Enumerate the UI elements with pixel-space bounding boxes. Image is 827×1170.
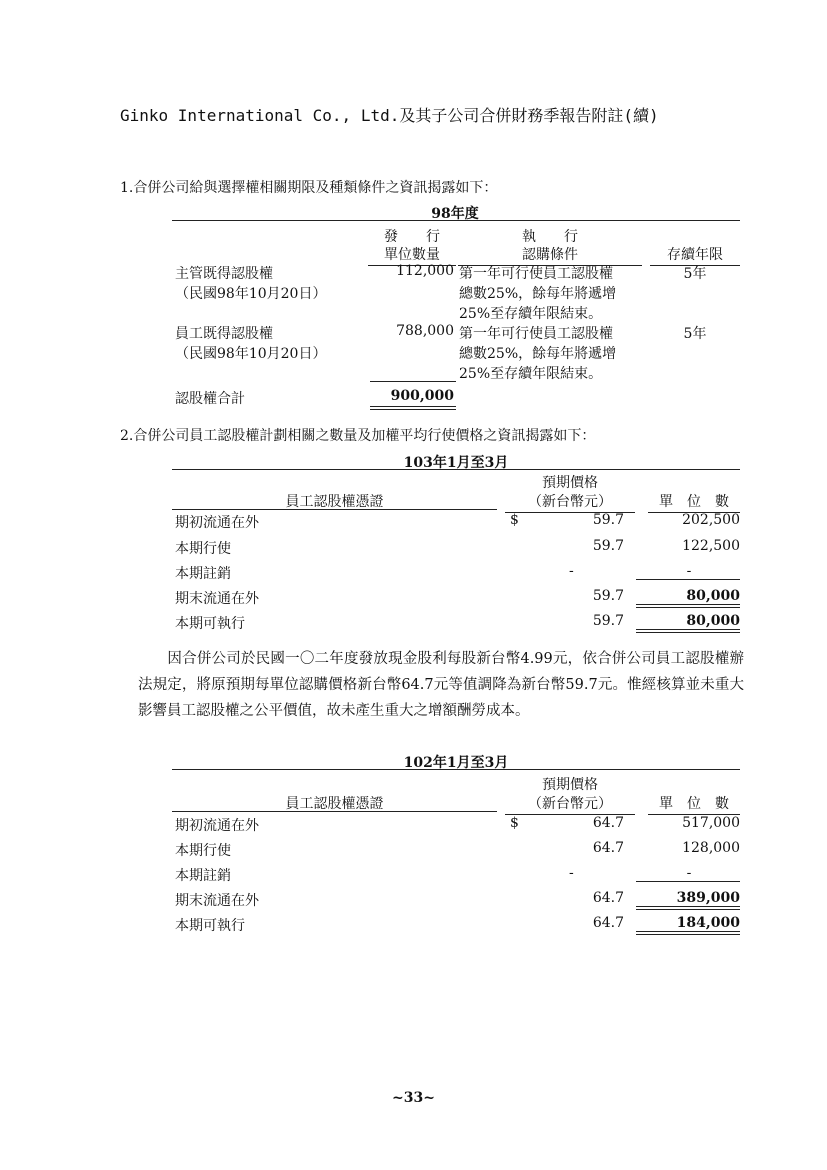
adjustment-note: 因合併公司於民國一〇二年度發放現金股利每股新台幣4.99元，依合併公司員工認股權辦法規定，將原預期每單位認購價格新台幣64.7元等值調降為新台幣59.7元。惟經核算並未重大影響員工認股權之公平價值，故未產生重大之增額酬勞成本。 — [138, 651, 744, 719]
t103-subtotal-rule — [636, 579, 740, 580]
t103-row4-price: 59.7 — [592, 588, 624, 604]
t102-row5-label: 本期可執行 — [175, 918, 245, 934]
s1-row1-cond3: 25%至存續年限結束。 — [459, 306, 603, 322]
t102-col-units: 單 位 數 — [648, 793, 740, 815]
t102-row4-label: 期末流通在外 — [175, 893, 259, 909]
t102-row4-units: 389,000 — [676, 890, 740, 906]
t102-period: 102年1月至3月 — [403, 755, 509, 771]
s1-row1-term: 5年 — [683, 266, 707, 282]
s1-row2-name: 員工既得認股權 — [175, 326, 273, 342]
t102-row5-price: 64.7 — [592, 915, 624, 931]
t103-row2-units: 122,500 — [682, 538, 740, 554]
t103-row5-label: 本期可執行 — [175, 616, 245, 632]
t103-cert-rule — [172, 509, 497, 510]
t103-row4-units: 80,000 — [686, 588, 740, 604]
page-header-title: Ginko International Co., Ltd.及其子公司合併財務季報告附註(續) — [120, 106, 659, 125]
t103-row3-units: - — [686, 563, 692, 579]
t102-dollar-sign: $ — [510, 815, 519, 831]
s1-total-value: 900,000 — [390, 388, 454, 404]
s1-total-rule — [370, 381, 456, 382]
t102-row3-label: 本期註銷 — [175, 868, 231, 884]
s1-row2-qty: 788,000 — [396, 323, 454, 339]
t103-row5-double-rule — [636, 629, 740, 633]
t103-top-rule — [172, 469, 740, 470]
section1-top-rule — [172, 220, 740, 221]
t103-col-price-bottom: （新台幣元） — [505, 491, 635, 513]
s1-row2-cond1: 第一年可行使員工認股權 — [459, 326, 613, 342]
s1-total-double-rule — [370, 406, 456, 410]
t103-row5-price: 59.7 — [592, 613, 624, 629]
s1-row1-name: 主管既得認股權 — [175, 266, 273, 282]
t103-period: 103年1月至3月 — [403, 455, 509, 471]
t102-col-price-bottom: （新台幣元） — [505, 793, 635, 815]
t102-row1-units: 517,000 — [682, 815, 740, 831]
s1-row2-date: （民國98年10月20日） — [175, 346, 327, 362]
t102-col-cert: 員工認股權憑證 — [285, 796, 384, 812]
t102-row5-units: 184,000 — [676, 915, 740, 931]
s1-row1-date: （民國98年10月20日） — [175, 286, 327, 302]
t102-row1-price: 64.7 — [592, 815, 624, 831]
t103-row4-label: 期末流通在外 — [175, 591, 259, 607]
t103-row5-units: 80,000 — [686, 613, 740, 629]
t102-top-rule — [172, 769, 740, 770]
t103-col-cert: 員工認股權憑證 — [285, 494, 384, 510]
col-issue-bottom: 單位數量 — [368, 244, 456, 266]
t103-col-price-top: 預期價格 — [542, 475, 598, 491]
t102-row2-price: 64.7 — [592, 840, 624, 856]
t102-row3-units: - — [686, 865, 692, 881]
t102-row2-label: 本期行使 — [175, 843, 231, 859]
t103-row1-label: 期初流通在外 — [175, 515, 259, 531]
t103-row2-price: 59.7 — [592, 538, 624, 554]
s1-row2-cond2: 總數25%，餘每年將遞增 — [459, 346, 617, 362]
t102-row1-label: 期初流通在外 — [175, 818, 259, 834]
t103-row3-label: 本期註銷 — [175, 566, 231, 582]
page-number: ~33~ — [392, 1090, 435, 1106]
t102-row4-price: 64.7 — [592, 890, 624, 906]
t102-col-price-top: 預期價格 — [542, 777, 598, 793]
section1-year: 98年度 — [431, 206, 479, 222]
section1-heading: 1.合併公司給與選擇權相關期限及種類條件之資訊揭露如下： — [120, 180, 498, 196]
t102-row3-price: - — [569, 865, 574, 881]
col-term: 存續年限 — [650, 244, 740, 266]
col-exec-bottom: 認購條件 — [458, 244, 642, 266]
section2-heading: 2.合併公司員工認股權計劃相關之數量及加權平均行使價格之資訊揭露如下： — [120, 428, 596, 444]
col-exec-top: 執 行 — [522, 229, 578, 245]
s1-row1-cond2: 總數25%，餘每年將遞增 — [459, 286, 617, 302]
col-issue-top: 發 行 — [384, 229, 440, 245]
s1-row1-cond1: 第一年可行使員工認股權 — [459, 266, 613, 282]
t103-col-units: 單 位 數 — [648, 491, 740, 513]
t103-row1-units: 202,500 — [682, 512, 740, 528]
t103-row1-price: 59.7 — [592, 512, 624, 528]
t102-row4-double-rule — [636, 906, 740, 910]
t103-dollar-sign: $ — [510, 512, 519, 528]
s1-row2-cond3: 25%至存續年限結束。 — [459, 366, 603, 382]
t102-subtotal-rule — [636, 881, 740, 882]
t102-row5-double-rule — [636, 931, 740, 935]
t102-cert-rule — [172, 811, 497, 812]
s1-total-label: 認股權合計 — [175, 391, 245, 407]
t103-row3-price: - — [569, 563, 574, 579]
s1-row2-term: 5年 — [683, 326, 707, 342]
s1-row1-qty: 112,000 — [396, 263, 454, 279]
t103-row2-label: 本期行使 — [175, 541, 231, 557]
t102-row2-units: 128,000 — [682, 840, 740, 856]
t103-row4-double-rule — [636, 604, 740, 608]
